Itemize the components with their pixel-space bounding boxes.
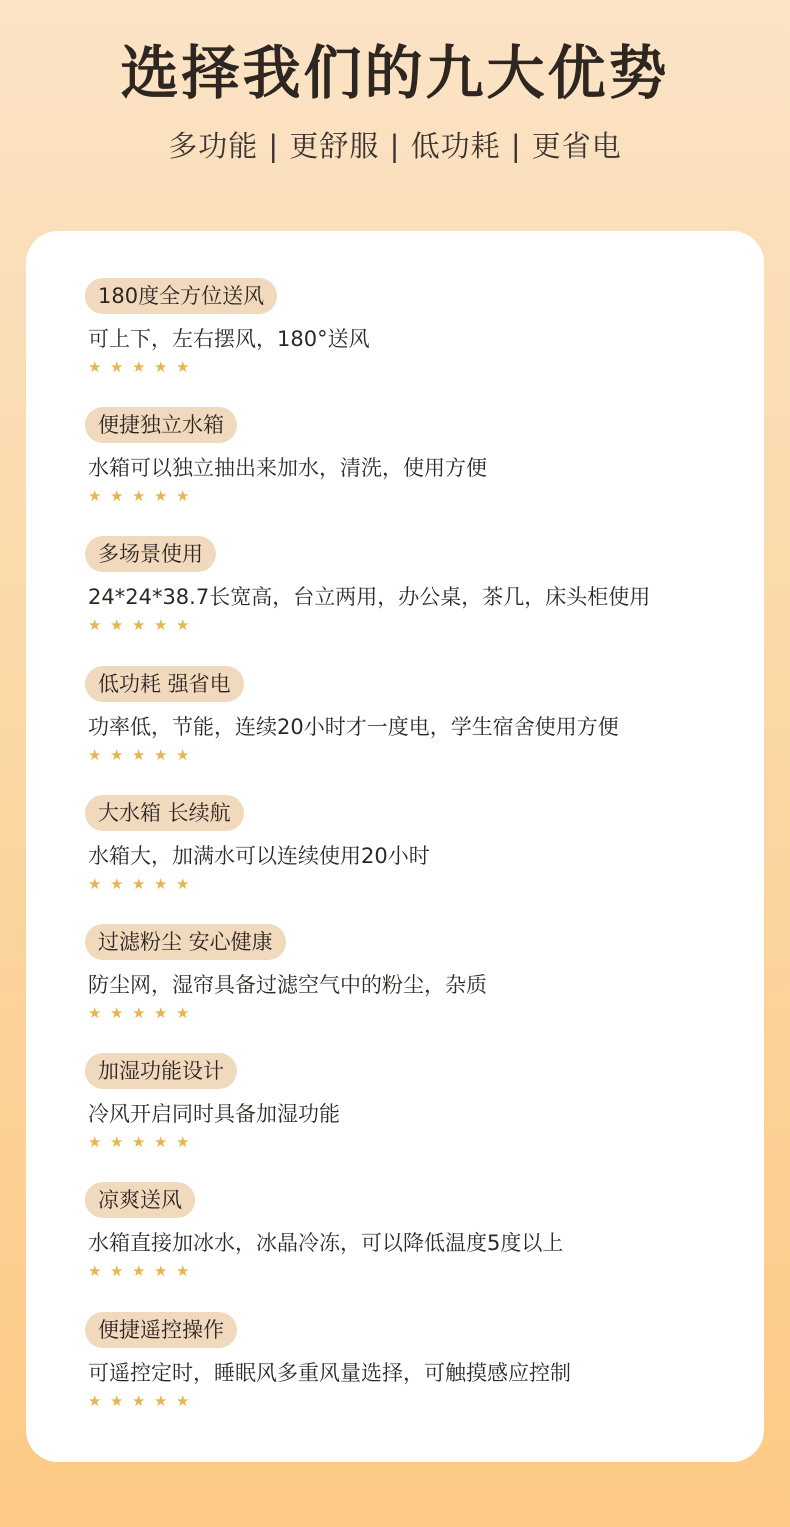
feature-description: 24*24*38.7长宽高，台立两用，办公桌，茶几，床头柜使用 [88, 585, 651, 610]
star-icon: ★ [110, 1262, 124, 1281]
star-icon: ★ [110, 358, 124, 376]
feature-item [85, 536, 745, 665]
star-icon: ★ [132, 616, 146, 635]
feature-tag: 便捷遥控操作 [85, 1312, 237, 1348]
star-icon: ★ [176, 358, 190, 376]
feature-tag: 便捷独立水箱 [85, 407, 237, 443]
star-icon: ★ [88, 745, 102, 764]
star-icon: ★ [154, 745, 168, 764]
feature-tag: 加湿功能设计 [85, 1053, 237, 1089]
feature-description: 水箱可以独立抽出来加水，清洗，使用方便 [88, 456, 487, 481]
rating-stars [88, 1135, 190, 1151]
page-subtitle: 多功能 | 更舒服 | 低功耗 | 更省电 [168, 129, 622, 163]
star-icon: ★ [110, 745, 124, 764]
star-icon: ★ [154, 1133, 168, 1152]
star-icon: ★ [110, 1391, 124, 1410]
star-icon: ★ [88, 1133, 102, 1152]
star-icon: ★ [88, 1391, 102, 1410]
feature-description: 防尘网，湿帘具备过滤空气中的粉尘，杂质 [88, 972, 487, 997]
star-icon: ★ [88, 1003, 102, 1022]
feature-tag: 多场景使用 [85, 536, 216, 572]
rating-stars [88, 489, 190, 505]
star-icon: ★ [110, 874, 124, 893]
page-header [0, 0, 790, 231]
feature-item [85, 1182, 745, 1311]
rating-stars [88, 874, 190, 893]
rating-stars [88, 1003, 190, 1022]
feature-description: 水箱直接加冰水，冰晶冷冻，可以降低温度5度以上 [88, 1231, 564, 1256]
star-icon: ★ [110, 487, 124, 506]
star-icon: ★ [88, 1262, 102, 1281]
star-icon: ★ [132, 1262, 146, 1281]
rating-stars [88, 1264, 190, 1280]
feature-item [85, 1312, 745, 1441]
star-icon: ★ [88, 358, 102, 376]
feature-item [85, 278, 745, 407]
feature-description: 冷风开启同时具备加湿功能 [88, 1102, 340, 1127]
star-icon: ★ [132, 487, 146, 506]
star-icon: ★ [110, 616, 124, 635]
feature-item [85, 407, 745, 536]
feature-item [85, 795, 745, 924]
star-icon: ★ [154, 874, 168, 893]
star-icon: ★ [176, 487, 190, 506]
feature-tag: 低功耗 强省电 [85, 666, 244, 702]
star-icon: ★ [154, 1391, 168, 1410]
feature-description: 可遥控定时，睡眠风多重风量选择，可触摸感应控制 [88, 1360, 571, 1385]
feature-description: 水箱大，加满水可以连续使用20小时 [88, 843, 430, 868]
rating-stars [88, 618, 190, 634]
star-icon: ★ [132, 1003, 146, 1022]
star-icon: ★ [88, 616, 102, 635]
star-icon: ★ [176, 1391, 190, 1410]
feature-tag: 大水箱 长续航 [85, 795, 244, 831]
feature-description: 功率低，节能，连续20小时才一度电，学生宿舍使用方便 [88, 714, 619, 739]
star-icon: ★ [154, 1003, 168, 1022]
star-icon: ★ [176, 745, 190, 764]
star-icon: ★ [132, 358, 146, 376]
features-list [85, 278, 745, 1441]
features-card [26, 231, 764, 1462]
rating-stars [88, 360, 190, 376]
star-icon: ★ [176, 874, 190, 893]
rating-stars [88, 745, 190, 764]
star-icon: ★ [132, 874, 146, 893]
feature-tag: 过滤粉尘 安心健康 [85, 924, 286, 960]
star-icon: ★ [154, 1262, 168, 1281]
feature-tag: 180度全方位送风 [85, 278, 277, 314]
star-icon: ★ [110, 1003, 124, 1022]
feature-description: 可上下，左右摆风，180°送风 [88, 327, 370, 351]
star-icon: ★ [132, 1391, 146, 1410]
rating-stars [88, 1391, 190, 1410]
star-icon: ★ [176, 616, 190, 635]
star-icon: ★ [132, 1133, 146, 1152]
feature-tag: 凉爽送风 [85, 1182, 195, 1218]
star-icon: ★ [154, 487, 168, 506]
star-icon: ★ [88, 487, 102, 506]
page-title: 选择我们的九大优势 [120, 39, 670, 107]
star-icon: ★ [154, 616, 168, 635]
star-icon: ★ [176, 1003, 190, 1022]
star-icon: ★ [132, 745, 146, 764]
star-icon: ★ [110, 1133, 124, 1152]
feature-item [85, 666, 745, 795]
star-icon: ★ [176, 1133, 190, 1152]
feature-item [85, 1053, 745, 1182]
star-icon: ★ [176, 1262, 190, 1281]
feature-item [85, 924, 745, 1053]
star-icon: ★ [88, 874, 102, 893]
star-icon: ★ [154, 358, 168, 376]
